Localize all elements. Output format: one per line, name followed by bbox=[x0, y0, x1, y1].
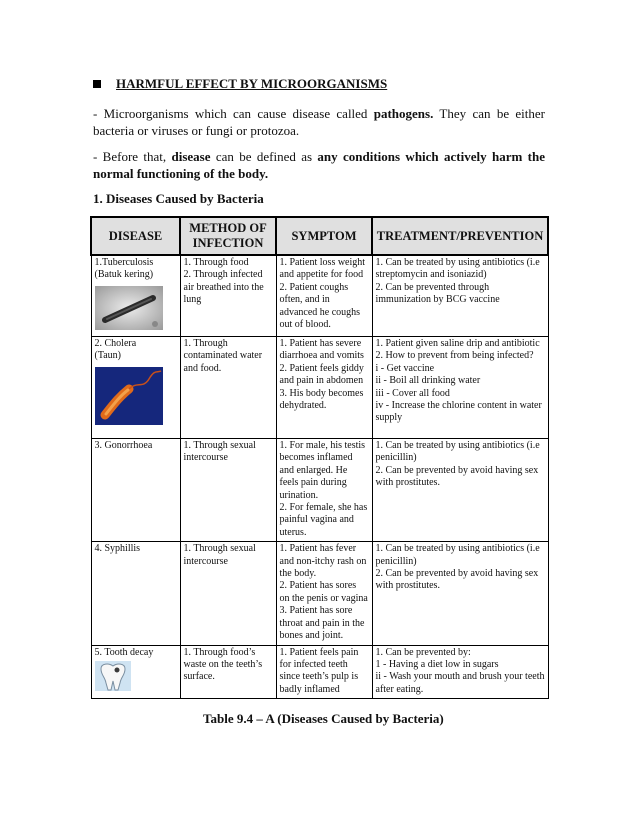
cell-method bbox=[180, 542, 276, 645]
symptom-line: 2. Patient feels giddy and pain in abdomen bbox=[279, 362, 364, 387]
method-line: 1. Through food’s waste on the teeth’s surface. bbox=[183, 646, 263, 683]
cell-symptom bbox=[276, 439, 372, 542]
table-row bbox=[91, 255, 548, 337]
paragraph-disease-definition bbox=[93, 148, 545, 182]
treatment-line: 1. Can be prevented by: bbox=[375, 646, 471, 658]
para2-text-mid: can be defined as bbox=[210, 149, 318, 164]
cell-disease bbox=[91, 439, 180, 542]
cell-method bbox=[180, 337, 276, 439]
cell-treatment bbox=[372, 439, 548, 542]
method-line: 1. Through contaminated water and food. bbox=[183, 338, 263, 374]
treatment-line: ii - Wash your mouth and brush your teeth after eating. bbox=[375, 671, 545, 695]
section-heading: HARMFUL EFFECT BY MICROORGANISMS bbox=[116, 76, 388, 91]
treatment-line: iii - Cover all food bbox=[375, 387, 450, 399]
disease-name: 4. Syphillis bbox=[94, 543, 141, 555]
treatment-line: 2. Can be prevented by avoid having sex with prostitutes. bbox=[375, 568, 539, 592]
treatment-line: 1 - Having a diet low in sugars bbox=[375, 658, 499, 670]
table-row bbox=[91, 645, 548, 699]
disease-local-name: (Batuk kering) bbox=[94, 269, 154, 281]
treatment-line: 1. Can be treated by using antibiotics (i.e streptomycin and isoniazid) bbox=[375, 257, 540, 281]
cell-disease bbox=[91, 645, 180, 699]
symptom-line: 3. Patient has sore throat and pain in the bones and joint. bbox=[279, 605, 365, 642]
treatment-line: ii - Boil all drinking water bbox=[375, 375, 481, 387]
cell-treatment bbox=[372, 542, 548, 645]
cell-symptom bbox=[276, 255, 372, 337]
table-caption: Table 9.4 – A (Diseases Caused by Bacteria) bbox=[203, 711, 444, 726]
symptom-line: 1. Patient has fever and non-itchy rash on the body. bbox=[279, 543, 367, 580]
treatment-line: 1. Patient given saline drip and antibiotic bbox=[375, 338, 540, 349]
symptom-line: 2. Patient has sores on the penis or vagina bbox=[279, 580, 368, 604]
table-row bbox=[91, 542, 548, 645]
disease-name: 5. Tooth decay bbox=[94, 646, 154, 658]
treatment-line: 2. How to prevent from being infected? bbox=[375, 350, 534, 362]
symptom-line: 1. Patient feels pain for infected teeth since teeth’s pulp is badly inflamed bbox=[279, 646, 359, 695]
para1-text-end: They can be either bacteria or viruses or fungi or protozoa. bbox=[93, 106, 545, 138]
disease-local-name: (Taun) bbox=[94, 350, 122, 362]
cell-symptom bbox=[276, 337, 372, 439]
tooth-decay-image bbox=[95, 661, 131, 691]
header-disease: DISEASE bbox=[91, 217, 180, 255]
header-method: METHOD OF INFECTION bbox=[180, 217, 276, 255]
cell-method bbox=[180, 255, 276, 337]
table-row bbox=[91, 337, 548, 439]
cell-method bbox=[180, 645, 276, 699]
treatment-line: 2. Can be prevented through immunization by BCG vaccine bbox=[375, 281, 500, 306]
disease-name: 1.Tuberculosis bbox=[94, 257, 154, 268]
cell-disease bbox=[91, 337, 180, 439]
symptom-line: 1. Patient loss weight and appetite for food bbox=[279, 257, 366, 281]
paragraph-pathogens bbox=[93, 105, 545, 139]
symptom-line: 3. His body becomes dehydrated. bbox=[279, 387, 364, 412]
symptom-line: 1. Patient has severe diarrhoea and vomits bbox=[279, 338, 364, 362]
method-line: 1. Through food bbox=[183, 257, 249, 268]
method-line: 1. Through sexual intercourse bbox=[183, 440, 256, 464]
cell-treatment bbox=[372, 337, 548, 439]
cholera-bacteria-image bbox=[95, 367, 163, 425]
cell-method bbox=[180, 439, 276, 542]
method-line: 2. Through infected air breathed into the lung bbox=[183, 269, 264, 306]
treatment-line: i - Get vaccine bbox=[375, 362, 435, 374]
cell-treatment bbox=[372, 645, 548, 699]
para2-bold-disease: disease bbox=[171, 149, 211, 164]
cell-symptom bbox=[276, 645, 372, 699]
diseases-table bbox=[90, 216, 549, 699]
cell-disease bbox=[91, 542, 180, 645]
para1-bold: pathogens. bbox=[373, 106, 434, 121]
tuberculosis-bacteria-image bbox=[95, 286, 163, 330]
para1-text: - Microorganisms which can cause disease called bbox=[93, 106, 374, 121]
square-bullet-icon bbox=[93, 80, 101, 88]
cell-symptom bbox=[276, 542, 372, 645]
symptom-line: 2. For female, she has painful vagina and uterus. bbox=[279, 502, 368, 538]
disease-name: 2. Cholera bbox=[94, 338, 137, 349]
subsection-title: 1. Diseases Caused by Bacteria bbox=[93, 191, 264, 206]
header-treatment: TREATMENT/PREVENTION bbox=[372, 217, 548, 255]
symptom-line: 1. For male, his testis becomes inflamed and enlarged. He feels pain during urination. bbox=[279, 440, 366, 501]
method-line: 1. Through sexual intercourse bbox=[183, 543, 256, 567]
treatment-line: 1. Can be treated by using antibiotics (i.e penicillin) bbox=[375, 543, 540, 567]
cell-disease bbox=[91, 255, 180, 337]
para2-bold-definition: any conditions which actively harm the normal functioning of the body. bbox=[93, 149, 545, 181]
cell-treatment bbox=[372, 255, 548, 337]
treatment-line: iv - Increase the chlorine content in water supply bbox=[375, 400, 542, 424]
table-header-row bbox=[91, 217, 548, 255]
para2-text: - Before that, bbox=[93, 149, 172, 164]
treatment-line: 2. Can be prevented by avoid having sex with prostitutes. bbox=[375, 464, 539, 489]
treatment-line: 1. Can be treated by using antibiotics (i.e penicillin) bbox=[375, 440, 540, 464]
header-symptom: SYMPTOM bbox=[276, 217, 372, 255]
table-row bbox=[91, 439, 548, 542]
disease-name: 3. Gonorrhoea bbox=[94, 440, 153, 451]
symptom-line: 2. Patient coughs often, and in advanced he coughs out of blood. bbox=[279, 281, 361, 331]
